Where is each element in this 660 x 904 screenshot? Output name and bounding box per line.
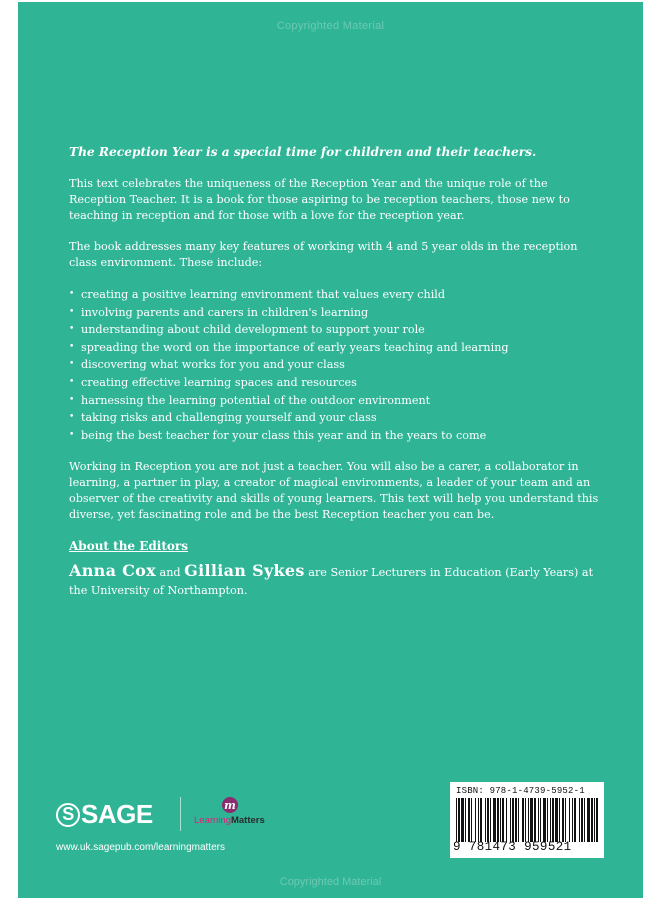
list-item: • spreading the word on the importance of early years teaching and learning <box>69 339 605 357</box>
copyright-watermark-top: Copyrighted Material <box>276 20 385 32</box>
barcode-bar <box>497 798 499 842</box>
tagline: The Reception Year is a special time for children and their teachers. <box>69 145 537 159</box>
list-item: • harnessing the learning potential of the outdoor environment <box>69 392 605 410</box>
barcode-bar <box>493 798 496 842</box>
lm-word-matters: Matters <box>230 815 265 826</box>
barcode-bar <box>579 798 580 842</box>
lm-word-learning: Learning <box>194 815 231 826</box>
barcode-bar <box>562 798 564 842</box>
barcode-bar <box>543 798 546 842</box>
barcode-bars <box>456 798 598 842</box>
logo-divider <box>180 797 181 831</box>
barcode-bar <box>515 798 517 842</box>
barcode-bar <box>500 798 501 842</box>
barcode-bar <box>569 798 570 842</box>
barcode-bar <box>485 798 486 842</box>
publisher-url: www.uk.sagepub.com/learningmatters <box>56 842 225 853</box>
list-item: • involving parents and carers in children's learning <box>69 304 605 322</box>
barcode-bar <box>525 798 526 842</box>
barcode-bar <box>468 798 470 842</box>
barcode-bar <box>456 798 457 842</box>
list-item: • creating effective learning spaces and resources <box>69 374 605 392</box>
barcode-bar <box>552 798 554 842</box>
barcode-bar <box>574 798 576 842</box>
learning-matters-badge-icon: m <box>222 797 238 813</box>
barcode-bar <box>540 798 541 842</box>
barcode-bar <box>487 798 489 842</box>
learning-matters-logo <box>194 797 284 833</box>
publisher-logos <box>56 797 296 837</box>
barcode-bar <box>555 798 558 842</box>
barcode-bar <box>518 798 519 842</box>
list-item: • creating a positive learning environment that values every child <box>69 286 605 304</box>
sage-circle-icon: S <box>56 803 80 827</box>
barcode-bar <box>530 798 533 842</box>
barcode-bar <box>559 798 560 842</box>
intro-paragraph: This text celebrates the uniqueness of the Reception Year and the unique role of the Reception Teacher. It is a book for those aspiring to be reception teachers, those new to teaching in reception and for those with a love for the reception year. <box>69 177 570 222</box>
barcode-panel <box>450 782 604 858</box>
features-list <box>69 286 605 444</box>
and-text: and <box>159 566 181 580</box>
barcode-bar <box>502 798 504 842</box>
list-item: • understanding about child development to support your role <box>69 321 605 339</box>
barcode-bar <box>547 798 548 842</box>
barcode-bar <box>528 798 529 842</box>
barcode-bar <box>512 798 514 842</box>
barcode-bar <box>506 798 507 842</box>
barcode-bar <box>475 798 476 842</box>
barcode-bar <box>478 798 479 842</box>
back-cover <box>18 2 643 898</box>
barcode-bar <box>522 798 524 842</box>
sage-wordmark: SAGE <box>81 799 153 829</box>
isbn-text: ISBN: 978-1-4739-5952-1 <box>456 786 585 796</box>
barcode-bar <box>510 798 511 842</box>
sage-logo <box>56 799 153 830</box>
barcode-bar <box>465 798 466 842</box>
list-item: • discovering what works for you and your class <box>69 356 605 374</box>
copyright-watermark-bottom: Copyrighted Material <box>279 876 382 888</box>
barcode-bar <box>594 798 595 842</box>
learning-matters-wordmark <box>194 815 265 826</box>
barcode-bar <box>550 798 551 842</box>
barcode-bar <box>458 798 460 842</box>
barcode-bar <box>490 798 491 842</box>
barcode-bar <box>581 798 583 842</box>
editors-description: are Senior Lecturers in Education (Early Years) at the University of Northampton. <box>69 566 594 598</box>
about-editors-heading: About the Editors <box>69 539 188 554</box>
barcode-bar <box>471 798 472 842</box>
list-item: • being the best teacher for your class this year and in the years to come <box>69 427 605 445</box>
barcode-bar <box>596 798 598 842</box>
barcode-bar <box>587 798 590 842</box>
editor-name: Anna Cox <box>69 561 156 581</box>
editors-paragraph <box>69 562 605 600</box>
barcode-bar <box>480 798 482 842</box>
list-item: • taking risks and challenging yourself and your class <box>69 409 605 427</box>
barcode-bar <box>584 798 585 842</box>
blurb <box>69 144 605 600</box>
closing-paragraph: Working in Reception you are not just a teacher. You will also be a carer, a collaborator in learning, a partner in play, a creator of magical environments, a leader of your team and an observer of the creativity and skills of young learners. This text will help you understand this diverse, yet fascinating role and be the best Reception teacher you can be. <box>69 460 599 522</box>
barcode-digits: 9 781473 959521 <box>453 840 572 854</box>
barcode-bar <box>572 798 573 842</box>
barcode-bar <box>565 798 566 842</box>
features-intro: The book addresses many key features of working with 4 and 5 year olds in the reception class environment. These include: <box>69 240 578 269</box>
barcode-bar <box>538 798 539 842</box>
barcode-bar <box>461 798 464 842</box>
barcode-bar <box>591 798 593 842</box>
editor-name: Gillian Sykes <box>184 561 305 581</box>
barcode-bar <box>534 798 536 842</box>
